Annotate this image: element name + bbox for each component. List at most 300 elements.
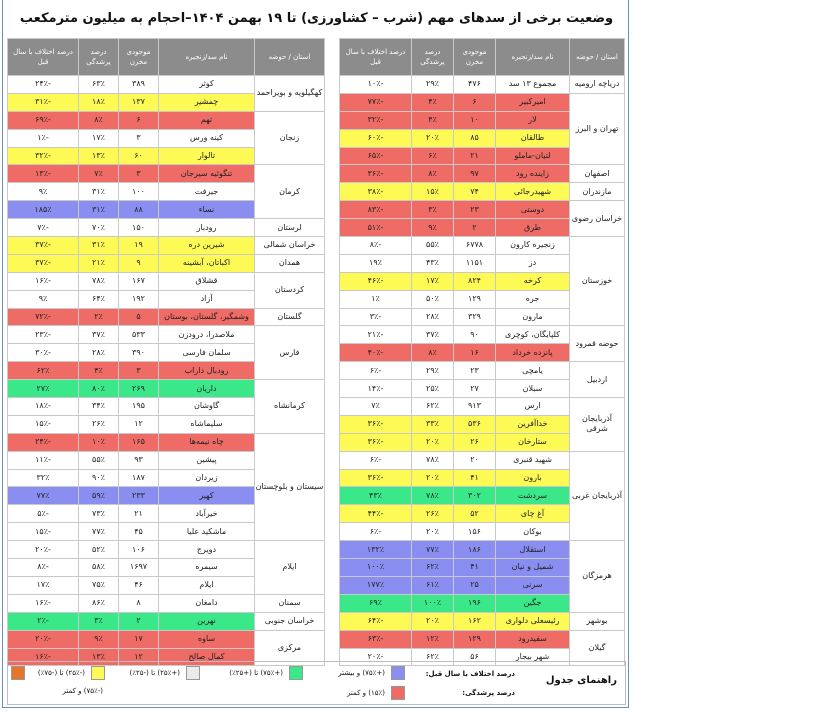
diff-cell: -۱۶٪ xyxy=(8,594,79,612)
header-stock: موجودی مخزن xyxy=(454,39,496,76)
dam-name-cell: امیرکبیر xyxy=(496,93,570,111)
legend-title: راهنمای جدول xyxy=(545,675,617,686)
diff-cell: ۶۹٪ xyxy=(340,594,412,612)
table-row xyxy=(8,308,325,326)
fill-cell: ۲۸٪ xyxy=(412,308,454,326)
stock-cell: ۴۷۶ xyxy=(454,76,496,94)
table-row xyxy=(8,541,325,559)
dam-name-cell: مجموع ۱۳ سد xyxy=(496,76,570,94)
stock-cell: ۴۱ xyxy=(454,469,496,487)
fill-cell: ۹۰٪ xyxy=(79,469,119,487)
dam-name-cell: سرنی xyxy=(496,576,570,594)
legend xyxy=(7,661,626,705)
table-row xyxy=(340,630,625,648)
province-cell: مرکزی xyxy=(255,630,325,666)
diff-cell: -۶۹٪ xyxy=(8,111,79,129)
fill-cell: ۱۰٪ xyxy=(79,433,119,451)
fill-cell: ۴٪ xyxy=(79,362,119,380)
dam-name-cell: سفیدرود xyxy=(496,630,570,648)
diff-cell: -۴۰٪ xyxy=(340,344,412,362)
fill-cell: ۶۲٪ xyxy=(412,648,454,666)
table-row xyxy=(8,612,325,630)
fill-cell: ۵۰٪ xyxy=(412,290,454,308)
fill-cell: ۵۵٪ xyxy=(412,237,454,255)
dam-name-cell: دامغان xyxy=(159,594,255,612)
dam-name-cell: گاوشان xyxy=(159,398,255,416)
dam-name-cell: دوستی xyxy=(496,201,570,219)
legend-item-red: (۱۵٪) و کمتر xyxy=(347,689,385,697)
table-row xyxy=(340,76,625,94)
fill-cell: ۶۴٪ xyxy=(79,290,119,308)
stock-cell: ۴۱ xyxy=(454,559,496,577)
stock-cell: ۵۳۶ xyxy=(454,415,496,433)
stock-cell: ۳ xyxy=(119,129,159,147)
fill-cell: ۳۱٪ xyxy=(79,183,119,201)
fill-cell: ۳۴٪ xyxy=(79,398,119,416)
fill-cell: ۳۷٪ xyxy=(412,326,454,344)
dam-name-cell: ارس xyxy=(496,398,570,416)
fill-cell: ۱۳٪ xyxy=(79,648,119,666)
fill-cell: ۵۹٪ xyxy=(79,487,119,505)
diff-cell: ۷٪ xyxy=(340,398,412,416)
fill-cell: ۸٪ xyxy=(412,344,454,362)
legend-swatch-gray xyxy=(186,666,200,680)
diff-cell: ۱۳۲٪ xyxy=(340,541,412,559)
dam-name-cell: کلپایگان، کوچری xyxy=(496,326,570,344)
diff-cell: ۱٪ xyxy=(340,290,412,308)
diff-cell: -۳۲٪ xyxy=(8,147,79,165)
fill-cell: ۵۸٪ xyxy=(79,559,119,577)
dam-name-cell: سبلان xyxy=(496,380,570,398)
table-row xyxy=(340,201,625,219)
diff-cell: -۳۶٪ xyxy=(340,469,412,487)
stock-cell: ۲ xyxy=(119,612,159,630)
stock-cell: ۹۰ xyxy=(454,326,496,344)
diff-cell: ۹٪ xyxy=(8,290,79,308)
stock-cell: ۱۲ xyxy=(119,415,159,433)
stock-cell: ۲۳ xyxy=(454,201,496,219)
fill-cell: ۳۷٪ xyxy=(79,326,119,344)
dam-name-cell: لتیان-ماملو xyxy=(496,147,570,165)
diff-cell: -۷٪ xyxy=(8,219,79,237)
dam-name-cell: زنجیره کارون xyxy=(496,237,570,255)
stock-cell: ۸۸ xyxy=(119,201,159,219)
dam-name-cell: سیمره xyxy=(159,559,255,577)
diff-cell: ۲۷٪ xyxy=(8,380,79,398)
dam-name-cell: ماشکید علیا xyxy=(159,523,255,541)
diff-cell: ۱۹٪ xyxy=(340,254,412,272)
dam-name-cell: طالقان xyxy=(496,129,570,147)
diff-cell: -۴۶٪ xyxy=(340,272,412,290)
dam-name-cell: نهرین xyxy=(159,612,255,630)
province-cell: مازندران xyxy=(570,183,625,201)
dam-name-cell: سلمان فارسی xyxy=(159,344,255,362)
stock-cell: ۱۶ xyxy=(454,344,496,362)
legend-item-blue: (+۷۵٪) و بیشتر xyxy=(338,669,385,677)
dam-name-cell: بارون xyxy=(496,469,570,487)
diff-cell: ۱۸۵٪ xyxy=(8,201,79,219)
fill-cell: ۶۱٪ xyxy=(412,576,454,594)
province-cell: اردبیل xyxy=(570,362,625,398)
stock-cell: ۲۵ xyxy=(454,576,496,594)
diff-cell: -۳۰٪ xyxy=(8,344,79,362)
fill-cell: ۶۲٪ xyxy=(412,398,454,416)
dam-name-cell: کینه ورس xyxy=(159,129,255,147)
province-cell: خراسان شمالی xyxy=(255,237,325,255)
diff-cell: -۲۱٪ xyxy=(340,326,412,344)
fill-cell: ۲۱٪ xyxy=(79,254,119,272)
table-row xyxy=(8,433,325,451)
header-fill: درصد پرشدگی xyxy=(79,39,119,76)
dam-name-cell: وشمگیر، گلستان، بوستان xyxy=(159,308,255,326)
dam-name-cell: پانزده خرداد xyxy=(496,344,570,362)
table-row xyxy=(340,451,625,469)
fill-cell: ۱۰۰٪ xyxy=(412,594,454,612)
table-row xyxy=(8,111,325,129)
province-cell: حوضه قمرود xyxy=(570,326,625,362)
diff-cell: -۴۴٪ xyxy=(340,505,412,523)
diff-cell: ۴۳٪ xyxy=(340,487,412,505)
fill-cell: ۸۰٪ xyxy=(79,380,119,398)
dam-name-cell: جیرفت xyxy=(159,183,255,201)
fill-cell: ۳۳٪ xyxy=(412,415,454,433)
diff-cell: -۱۸٪ xyxy=(8,398,79,416)
dam-name-cell: آزاد xyxy=(159,290,255,308)
fill-cell: ۷۵٪ xyxy=(79,576,119,594)
province-cell: بوشهر xyxy=(570,612,625,630)
dam-name-cell: ساوه xyxy=(159,630,255,648)
legend-item-orange: (-۷۵٪) و کمتر xyxy=(62,687,103,695)
dam-name-cell: جگین xyxy=(496,594,570,612)
dam-name-cell: کمال صالح xyxy=(159,648,255,666)
stock-cell: ۶۷۷۸ xyxy=(454,237,496,255)
stock-cell: ۲۷ xyxy=(454,380,496,398)
dam-name-cell: مارون xyxy=(496,308,570,326)
diff-cell: -۸۳٪ xyxy=(340,201,412,219)
table-row xyxy=(8,380,325,398)
dam-table-right xyxy=(339,38,625,666)
diff-cell: -۵٪ xyxy=(8,505,79,523)
fill-cell: ۲۸٪ xyxy=(79,344,119,362)
diff-cell: -۲۰٪ xyxy=(8,541,79,559)
stock-cell: ۸۲۴ xyxy=(454,272,496,290)
stock-cell: ۲ xyxy=(454,219,496,237)
province-cell: کرمانشاه xyxy=(255,380,325,434)
diff-cell: -۷۲٪ xyxy=(8,308,79,326)
dam-name-cell: شهید قنبری xyxy=(496,451,570,469)
diff-cell: -۱۴٪ xyxy=(340,380,412,398)
dam-name-cell: خیرآباد xyxy=(159,505,255,523)
stock-cell: ۱۵۰ xyxy=(119,219,159,237)
stock-cell: ۱۸۶ xyxy=(454,541,496,559)
diff-cell: -۲۳٪ xyxy=(8,326,79,344)
fill-cell: ۲۰٪ xyxy=(412,433,454,451)
fill-cell: ۱۷٪ xyxy=(412,272,454,290)
province-cell: تهران و البرز xyxy=(570,93,625,165)
stock-cell: ۳۲۹ xyxy=(454,308,496,326)
fill-cell: ۷۳٪ xyxy=(79,505,119,523)
fill-cell: ۸۶٪ xyxy=(79,594,119,612)
stock-cell: ۵۲ xyxy=(454,505,496,523)
stock-cell: ۱۷ xyxy=(119,630,159,648)
diff-cell: -۶۵٪ xyxy=(340,147,412,165)
dam-table-left xyxy=(7,38,325,666)
stock-cell: ۳۰۲ xyxy=(454,487,496,505)
diff-cell: -۳۱٪ xyxy=(8,93,79,111)
table-row xyxy=(8,76,325,94)
dam-name-cell: شهیدرجائی xyxy=(496,183,570,201)
dam-name-cell: پیشین xyxy=(159,451,255,469)
fill-cell: ۸٪ xyxy=(79,111,119,129)
province-cell: سیستان و بلوچستان xyxy=(255,433,325,540)
stock-cell: ۹۷ xyxy=(454,165,496,183)
diff-cell: -۱۵٪ xyxy=(8,415,79,433)
fill-cell: ۲۹٪ xyxy=(412,76,454,94)
header-province: استان / حوضه xyxy=(570,39,625,76)
stock-cell: ۹۱۳ xyxy=(454,398,496,416)
table-row xyxy=(340,237,625,255)
dam-name-cell: کهیر xyxy=(159,487,255,505)
legend-diff-label: درصد اختلاف با سال قبل: xyxy=(425,670,515,678)
stock-cell: ۱۲ xyxy=(119,648,159,666)
stock-cell: ۱۲۹ xyxy=(454,290,496,308)
stock-cell: ۲۶ xyxy=(454,433,496,451)
report-frame xyxy=(2,0,629,708)
fill-cell: ۴۳٪ xyxy=(412,254,454,272)
table-row xyxy=(340,326,625,344)
dam-name-cell: ایلام xyxy=(159,576,255,594)
dam-name-cell: دز xyxy=(496,254,570,272)
table-row xyxy=(340,541,625,559)
stock-cell: ۱۶۲ xyxy=(454,612,496,630)
dam-name-cell: دویرج xyxy=(159,541,255,559)
diff-cell: -۲٪ xyxy=(8,612,79,630)
province-cell: آذربایجان شرقی xyxy=(570,398,625,452)
diff-cell: ۱۷٪ xyxy=(8,576,79,594)
dam-name-cell: شیرین دره xyxy=(159,237,255,255)
stock-cell: ۶۰ xyxy=(119,147,159,165)
table-row xyxy=(8,237,325,255)
dam-name-cell: نساء xyxy=(159,201,255,219)
page-title: وضعیت برخی از سدهای مهم (شرب – کشاورزی) تا ۱۹ بهمن ۱۴۰۴–احجام به میلیون مترمکعب xyxy=(19,11,614,26)
diff-cell: -۱۱٪ xyxy=(8,451,79,469)
dam-name-cell: رودبال داراب xyxy=(159,362,255,380)
fill-cell: ۲۰٪ xyxy=(412,469,454,487)
stock-cell: ۱۶۹۷ xyxy=(119,559,159,577)
dam-name-cell: خداآفرین xyxy=(496,415,570,433)
table-row xyxy=(340,183,625,201)
stock-cell: ۵۳۳ xyxy=(119,326,159,344)
stock-cell: ۲۰ xyxy=(454,451,496,469)
stock-cell: ۸۵ xyxy=(454,129,496,147)
diff-cell: -۲۰٪ xyxy=(340,648,412,666)
dam-name-cell: چاه نیمه‌ها xyxy=(159,433,255,451)
table-row xyxy=(8,254,325,272)
diff-cell: -۶۳٪ xyxy=(340,630,412,648)
fill-cell: ۸٪ xyxy=(412,165,454,183)
stock-cell: ۲۳۳ xyxy=(119,487,159,505)
diff-cell: -۵۱٪ xyxy=(340,219,412,237)
diff-cell: ۶۲٪ xyxy=(8,362,79,380)
fill-cell: ۷۷٪ xyxy=(79,523,119,541)
fill-cell: ۱۸٪ xyxy=(79,93,119,111)
dam-name-cell: داریان xyxy=(159,380,255,398)
diff-cell: -۶۴٪ xyxy=(340,612,412,630)
fill-cell: ۷۰٪ xyxy=(79,219,119,237)
stock-cell: ۶ xyxy=(119,111,159,129)
dam-name-cell: زاینده رود xyxy=(496,165,570,183)
stock-cell: ۹۳ xyxy=(119,451,159,469)
table-row xyxy=(340,93,625,111)
stock-cell: ۱۰۰ xyxy=(119,183,159,201)
province-cell: کهگیلویه و بویراحمد xyxy=(255,76,325,112)
legend-swatch-orange xyxy=(11,666,25,680)
diff-cell: -۱۳٪ xyxy=(8,165,79,183)
header-dam: نام سد/زنجیره xyxy=(159,39,255,76)
stock-cell: ۱۹۲ xyxy=(119,290,159,308)
dam-name-cell: تنگوئیه سیرجان xyxy=(159,165,255,183)
dam-name-cell: جره xyxy=(496,290,570,308)
stock-cell: ۳ xyxy=(119,362,159,380)
diff-cell: -۱۰٪ xyxy=(340,76,412,94)
stock-cell: ۳۹۰ xyxy=(119,344,159,362)
dam-name-cell: چمشیر xyxy=(159,93,255,111)
dam-name-cell: سردشت xyxy=(496,487,570,505)
dam-name-cell: شمیل و نیان xyxy=(496,559,570,577)
province-cell: خوزستان xyxy=(570,237,625,326)
stock-cell: ۱۹۶ xyxy=(454,594,496,612)
fill-cell: ۷۸٪ xyxy=(79,272,119,290)
stock-cell: ۶ xyxy=(454,93,496,111)
province-cell: ایلام xyxy=(255,541,325,595)
fill-cell: ۲۰٪ xyxy=(412,612,454,630)
diff-cell: -۷۷٪ xyxy=(340,93,412,111)
province-cell: زنجان xyxy=(255,111,325,165)
province-cell: گیلان xyxy=(570,630,625,666)
fill-cell: ۲۰٪ xyxy=(412,129,454,147)
stock-cell: ۳۸۹ xyxy=(119,76,159,94)
table-row xyxy=(8,165,325,183)
fill-cell: ۲۶٪ xyxy=(412,505,454,523)
dam-name-cell: شهر بیجار xyxy=(496,648,570,666)
stock-cell: ۵۶ xyxy=(454,648,496,666)
stock-cell: ۱۹۵ xyxy=(119,398,159,416)
diff-cell: ۱۰۰٪ xyxy=(340,559,412,577)
fill-cell: ۷۷٪ xyxy=(412,541,454,559)
table-row xyxy=(340,362,625,380)
table-row xyxy=(8,219,325,237)
dam-name-cell: سلیماشاه xyxy=(159,415,255,433)
dam-name-cell: استقلال xyxy=(496,541,570,559)
table-row xyxy=(8,594,325,612)
stock-cell: ۱۳۷ xyxy=(119,93,159,111)
fill-cell: ۶٪ xyxy=(412,147,454,165)
dam-name-cell: ملاصدرا، درودزن xyxy=(159,326,255,344)
diff-cell: -۱۶٪ xyxy=(8,648,79,666)
fill-cell: ۴٪ xyxy=(412,93,454,111)
legend-swatch-green xyxy=(289,666,303,680)
stock-cell: ۱۸۷ xyxy=(119,469,159,487)
dam-name-cell: زیردان xyxy=(159,469,255,487)
province-cell: خراسان جنوبی xyxy=(255,612,325,630)
fill-cell: ۲۵٪ xyxy=(412,380,454,398)
dam-name-cell: آغ چای xyxy=(496,505,570,523)
fill-cell: ۵۵٪ xyxy=(79,451,119,469)
fill-cell: ۱۳٪ xyxy=(79,147,119,165)
legend-fill-label: درصد پرشدگی: xyxy=(462,689,515,697)
stock-cell: ۴۵ xyxy=(119,523,159,541)
diff-cell: -۳۸٪ xyxy=(340,183,412,201)
table-row xyxy=(340,612,625,630)
diff-cell: ۳۲٪ xyxy=(8,469,79,487)
diff-cell: ۷۷٪ xyxy=(8,487,79,505)
diff-cell: -۲۴٪ xyxy=(8,433,79,451)
province-cell: کرمان xyxy=(255,165,325,219)
province-cell: آذربایجان غربی xyxy=(570,451,625,540)
fill-cell: ۳۱٪ xyxy=(79,201,119,219)
diff-cell: -۸٪ xyxy=(340,237,412,255)
province-cell: همدان xyxy=(255,254,325,272)
stock-cell: ۱۰ xyxy=(454,111,496,129)
stock-cell: ۷۴ xyxy=(454,183,496,201)
stock-cell: ۲۱ xyxy=(119,505,159,523)
fill-cell: ۳۱٪ xyxy=(79,237,119,255)
fill-cell: ۲۰٪ xyxy=(412,523,454,541)
fill-cell: ۲۶٪ xyxy=(79,415,119,433)
header-stock: موجودی مخزن xyxy=(119,39,159,76)
province-cell: فارس xyxy=(255,326,325,380)
legend-swatch-yellow xyxy=(91,666,105,680)
fill-cell: ۱۲٪ xyxy=(412,630,454,648)
legend-item-yellow: (-۲۵٪) تا (-۷۵٪) xyxy=(37,669,85,677)
dam-name-cell: کرخه xyxy=(496,272,570,290)
dam-name-cell: بوکان xyxy=(496,523,570,541)
fill-cell: ۶۲٪ xyxy=(412,559,454,577)
diff-cell: ۹٪ xyxy=(8,183,79,201)
diff-cell: -۲۰٪ xyxy=(8,630,79,648)
diff-cell: -۶۰٪ xyxy=(340,129,412,147)
fill-cell: ۲٪ xyxy=(79,308,119,326)
province-cell: لرستان xyxy=(255,219,325,237)
dam-name-cell: لار xyxy=(496,111,570,129)
stock-cell: ۸ xyxy=(119,594,159,612)
province-cell: اصفهان xyxy=(570,165,625,183)
dam-name-cell: یامچی xyxy=(496,362,570,380)
province-cell: هرمزگان xyxy=(570,541,625,613)
fill-cell: ۶۳٪ xyxy=(79,76,119,94)
stock-cell: ۲۶۹ xyxy=(119,380,159,398)
dam-name-cell: رئیسعلی دلواری xyxy=(496,612,570,630)
diff-cell: -۳۶٪ xyxy=(340,433,412,451)
diff-cell: -۸٪ xyxy=(8,559,79,577)
dam-name-cell: کوثر xyxy=(159,76,255,94)
stock-cell: ۱۱۵۱ xyxy=(454,254,496,272)
dam-name-cell: قشلاق xyxy=(159,272,255,290)
dam-name-cell: تهم xyxy=(159,111,255,129)
header-diff: درصد اختلاف با سال قبل xyxy=(8,39,79,76)
province-cell: کردستان xyxy=(255,272,325,308)
diff-cell: ۱۷۷٪ xyxy=(340,576,412,594)
dam-name-cell: رودبار xyxy=(159,219,255,237)
legend-swatch-red xyxy=(391,686,405,700)
table-row xyxy=(340,165,625,183)
diff-cell: -۳۷٪ xyxy=(8,237,79,255)
province-cell: خراسان رضوی xyxy=(570,201,625,237)
diff-cell: -۳٪ xyxy=(340,308,412,326)
fill-cell: ۷۸٪ xyxy=(412,451,454,469)
legend-swatch-blue xyxy=(391,666,405,680)
dam-name-cell: ستارخان xyxy=(496,433,570,451)
